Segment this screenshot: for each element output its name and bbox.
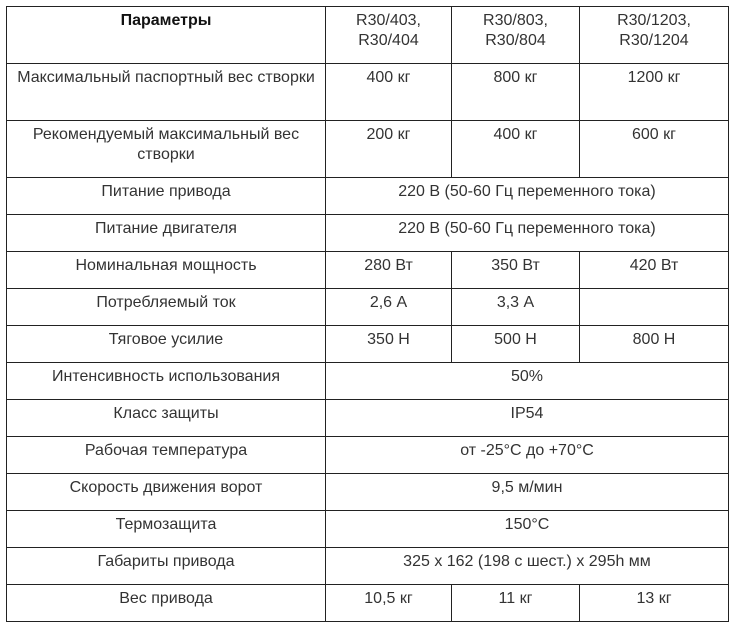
table-header-row	[7, 7, 729, 64]
value-model-3: 1200 кг	[580, 64, 729, 121]
value-model-3: 13 кг	[580, 585, 729, 622]
row-label: Рабочая температура	[7, 437, 326, 474]
value-model-2: 400 кг	[452, 121, 580, 178]
row-label: Рекомендуемый максимальный вес створки	[7, 121, 326, 178]
row-label: Вес привода	[7, 585, 326, 622]
table-row	[7, 121, 729, 178]
value-all-models: 9,5 м/мин	[326, 474, 729, 511]
value-model-2: 350 Вт	[452, 252, 580, 289]
row-label: Габариты привода	[7, 548, 326, 585]
table-row	[7, 178, 729, 215]
value-model-3: 420 Вт	[580, 252, 729, 289]
value-model-3: 800 Н	[580, 326, 729, 363]
table-row	[7, 252, 729, 289]
value-model-2: 800 кг	[452, 64, 580, 121]
table-row	[7, 326, 729, 363]
row-label: Максимальный паспортный вес створки	[7, 64, 326, 121]
value-model-2: 11 кг	[452, 585, 580, 622]
table-row	[7, 585, 729, 622]
table-row	[7, 511, 729, 548]
table-row	[7, 400, 729, 437]
value-model-1: 200 кг	[326, 121, 452, 178]
value-all-models: IP54	[326, 400, 729, 437]
value-model-1: 2,6 А	[326, 289, 452, 326]
value-model-2: 3,3 А	[452, 289, 580, 326]
row-label: Класс защиты	[7, 400, 326, 437]
row-label: Интенсивность использования	[7, 363, 326, 400]
value-all-models: 220 В (50-60 Гц переменного тока)	[326, 215, 729, 252]
row-label: Питание привода	[7, 178, 326, 215]
value-all-models: 325 х 162 (198 с шест.) х 295h мм	[326, 548, 729, 585]
value-all-models: от -25°С до +70°С	[326, 437, 729, 474]
value-all-models: 150°С	[326, 511, 729, 548]
table-row	[7, 215, 729, 252]
table-row	[7, 289, 729, 326]
value-model-1: 350 Н	[326, 326, 452, 363]
table-row	[7, 548, 729, 585]
header-model-2: R30/803, R30/804	[452, 7, 580, 64]
header-model-1: R30/403, R30/404	[326, 7, 452, 64]
table-row	[7, 474, 729, 511]
table-row	[7, 64, 729, 121]
table-row	[7, 363, 729, 400]
specifications-table	[6, 6, 729, 622]
value-model-3: 600 кг	[580, 121, 729, 178]
value-model-1: 400 кг	[326, 64, 452, 121]
value-all-models: 220 В (50-60 Гц переменного тока)	[326, 178, 729, 215]
header-parameters: Параметры	[7, 7, 326, 64]
header-model-3: R30/1203, R30/1204	[580, 7, 729, 64]
table-row	[7, 437, 729, 474]
value-model-3	[580, 289, 729, 326]
value-model-2: 500 Н	[452, 326, 580, 363]
value-all-models: 50%	[326, 363, 729, 400]
row-label: Скорость движения ворот	[7, 474, 326, 511]
row-label: Тяговое усилие	[7, 326, 326, 363]
row-label: Потребляемый ток	[7, 289, 326, 326]
row-label: Номинальная мощность	[7, 252, 326, 289]
value-model-1: 10,5 кг	[326, 585, 452, 622]
row-label: Питание двигателя	[7, 215, 326, 252]
value-model-1: 280 Вт	[326, 252, 452, 289]
row-label: Термозащита	[7, 511, 326, 548]
